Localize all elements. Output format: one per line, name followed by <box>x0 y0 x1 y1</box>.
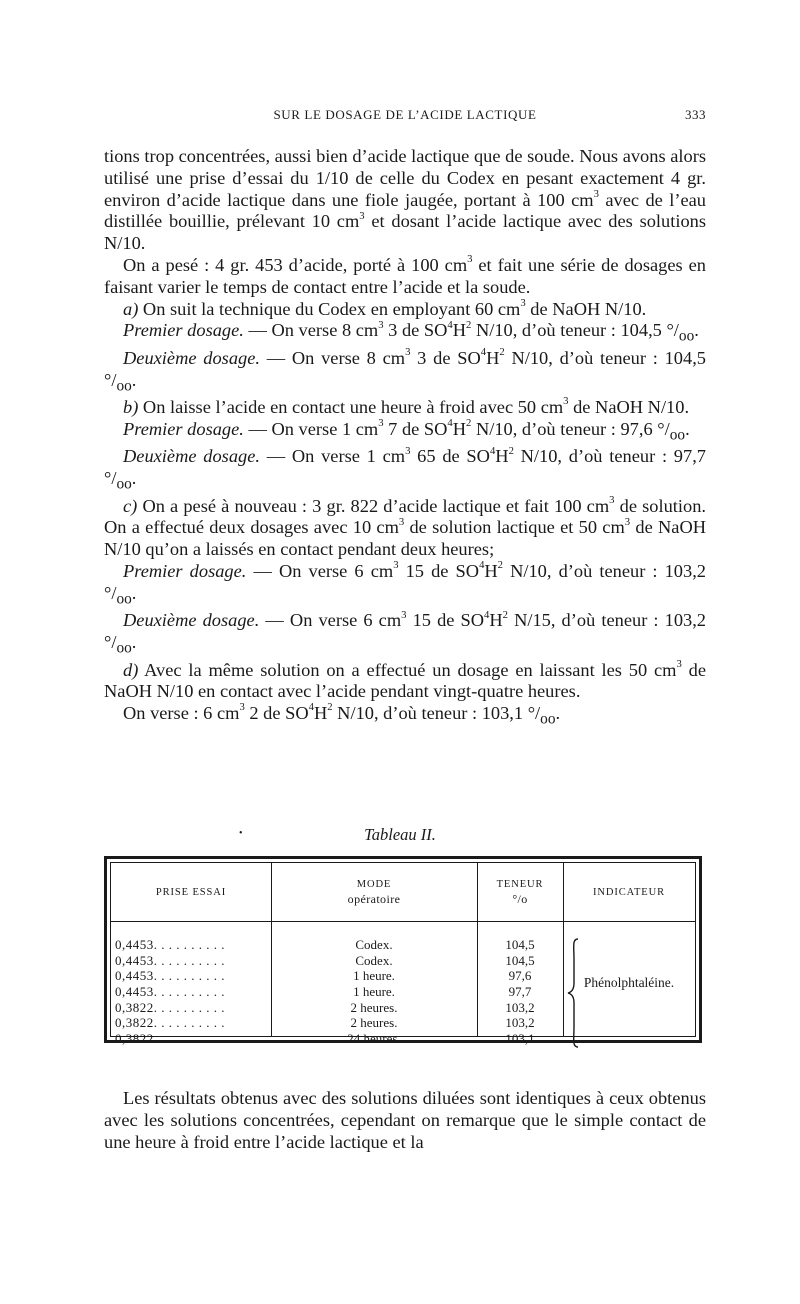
paragraph: On verse : 6 $cm^3$ 2 de $SO^4H^2$ N/10, d’où teneur : 103,1 $^\circ/_{oo}$. <box>123 701 561 728</box>
indicator-cell: Phénolphtaléine. <box>583 975 675 990</box>
paragraph: Deuxième dosage. — On verse 8 $cm^3$ 3 de $SO^4H^2$ N/10, d’où teneur : 104,5 $^\circ/_{oo}$. <box>104 346 706 395</box>
table-row: 0,4453. . . . . . . . . . Codex. 104,5 <box>115 952 535 968</box>
table-row: 0,4453. . . . . . . . . . Codex. 104,5 <box>115 937 535 952</box>
header-teneur: TENEUR °/o <box>496 879 544 906</box>
paragraph: a) On suit la technique du Codex en employant 60 $cm^3$ de NaOH N/10. <box>123 296 647 319</box>
table-inner-frame <box>110 862 696 1047</box>
table-row: 0,4453. . . . . . . . . . 1 heure. 97,7 <box>115 984 532 1000</box>
paragraph: c) On a pesé à nouveau : 3 gr. 822 d’acide lactique et fait 100 $cm^3$ de solution. On a effectué deux dosages avec 10 $cm^3$ de solution lactique et 50 $cm^3$ de NaOH N/10 qu’on a laissés en contact pendant deux heures; <box>104 493 707 560</box>
paragraph: Les résultats obtenus avec des solutions diluées sont identiques à ceux obtenus avec les solutions concentrées, cependant on remarque que le simple contact de une heure à froid entre l’acide lactique et la <box>104 1088 706 1152</box>
table-body <box>111 937 695 1047</box>
paragraph: tions trop concentrées, aussi bien d’acide lactique que de soude. Nous avons alors utilisé une prise d’essai du 1/10 de celle du Codex en pesant exactement 4 gr. environ d’acide lactique dans une fiole jaugée, portant à 100 $cm^3$ avec de l’eau distillée bouillie, prélevant 10 $cm^3$ et dosant l’acide lactique avec des solutions N/10. <box>104 146 706 254</box>
body-text <box>104 146 706 731</box>
page-number: 333 <box>685 107 706 122</box>
paragraph: Premier dosage. — On verse 1 $cm^3$ 7 de $SO^4H^2$ N/10, d’où teneur : 97,6 $^\circ/_{oo}$. <box>123 417 690 444</box>
caption-dot: • <box>239 828 243 839</box>
header-prise-essai: PRISE ESSAI <box>155 886 227 898</box>
paragraph: Premier dosage. — On verse 6 $cm^3$ 15 de $SO^4H^2$ N/10, d’où teneur : 103,2 $^\circ/_{oo}$. <box>104 559 706 608</box>
paragraph: d) Avec la même solution on a effectué un dosage en laissant les 50 $cm^3$ de NaOH N/10 en contact avec l’acide pendant vingt-quatre heures. <box>104 657 706 702</box>
brace-icon <box>566 937 580 1049</box>
table-row: 0,3822. . . . . . . . . . 2 heures. 103,2 <box>115 1015 535 1031</box>
header-indicateur: INDICATEUR <box>593 886 665 898</box>
running-head <box>104 107 706 127</box>
paragraph: On a pesé : 4 gr. 453 d’acide, porté à 100 $cm^3$ et fait une série de dosages en faisant varier le temps de contact entre l’acide et la soude. <box>104 253 706 297</box>
header-mode: MODE opératoire <box>347 879 401 906</box>
results-table <box>104 856 702 1047</box>
paragraph: Deuxième dosage. — On verse 1 $cm^3$ 65 de $SO^4H^2$ N/10, d’où teneur : 97,7 $^\circ/_{oo}$. <box>104 444 706 493</box>
paragraph: Premier dosage. — On verse 8 $cm^3$ 3 de $SO^4H^2$ N/10, d’où teneur : 104,5 $^\circ/_{oo}$. <box>123 318 699 346</box>
paragraph: b) On laisse l’acide en contact une heure à froid avec 50 $cm^3$ de NaOH N/10. <box>123 395 690 418</box>
paragraph: Deuxième dosage. — On verse 6 $cm^3$ 15 de $SO^4H^2$ N/15, d’où teneur : 103,2 $^\circ/_{oo}$. <box>104 608 706 657</box>
table-row: 0,3822. . . . . . . . . . 2 heures. 103,2 <box>115 999 535 1015</box>
table-row: 0,3822. . . . . . . . . . 24 heures. 103,1 <box>115 1031 535 1047</box>
closing-text <box>104 1088 706 1153</box>
running-title: SUR LE DOSAGE DE L’ACIDE LACTIQUE <box>273 107 537 122</box>
table-row: 0,4453. . . . . . . . . . 1 heure. 97,6 <box>115 968 532 984</box>
header-rule <box>111 921 695 922</box>
table-caption <box>0 825 800 845</box>
caption-text: Tableau II. <box>364 825 436 844</box>
